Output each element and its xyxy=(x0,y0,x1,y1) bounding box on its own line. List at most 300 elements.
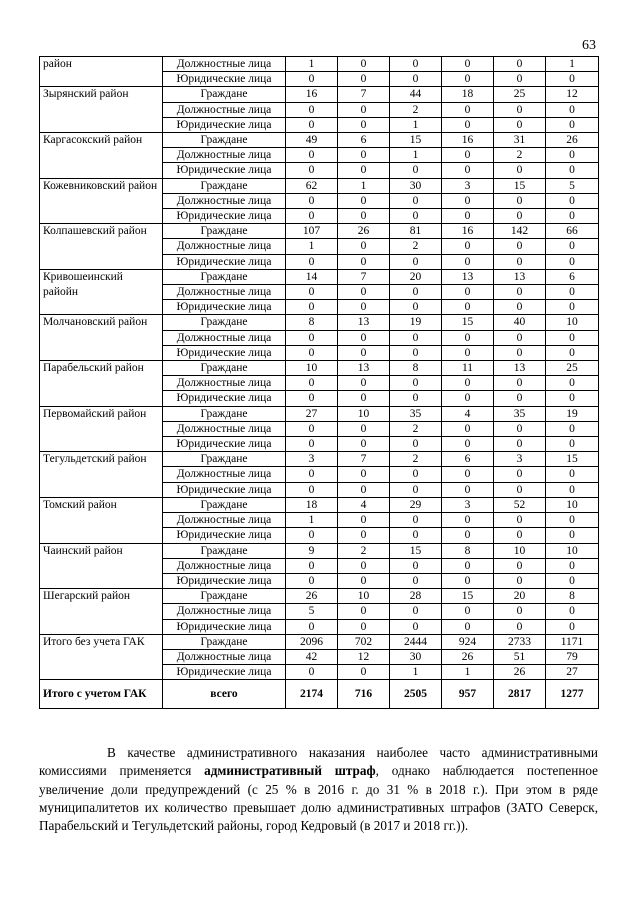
category-cell: Должностные лица xyxy=(163,649,286,664)
value-cell: 0 xyxy=(442,163,494,178)
table-row xyxy=(40,361,599,376)
value-cell: 0 xyxy=(390,558,442,573)
value-cell: 0 xyxy=(286,528,338,543)
category-cell: Граждане xyxy=(163,224,286,239)
value-cell: 0 xyxy=(546,513,599,528)
value-cell: 0 xyxy=(494,102,546,117)
value-cell: 0 xyxy=(338,330,390,345)
value-cell: 0 xyxy=(338,254,390,269)
category-cell: Граждане xyxy=(163,589,286,604)
value-cell: 0 xyxy=(494,573,546,588)
category-cell: Юридические лица xyxy=(163,300,286,315)
category-cell: Граждане xyxy=(163,452,286,467)
value-cell: 0 xyxy=(390,209,442,224)
value-cell: 18 xyxy=(286,497,338,512)
value-cell: 0 xyxy=(546,102,599,117)
value-cell: 0 xyxy=(442,102,494,117)
table-row xyxy=(40,315,599,330)
value-cell: 0 xyxy=(390,72,442,87)
value-cell: 0 xyxy=(442,467,494,482)
value-cell: 0 xyxy=(338,57,390,72)
category-cell: Должностные лица xyxy=(163,193,286,208)
value-cell: 0 xyxy=(286,209,338,224)
value-cell: 13 xyxy=(442,269,494,284)
value-cell: 10 xyxy=(286,361,338,376)
value-cell: 62 xyxy=(286,178,338,193)
value-cell: 66 xyxy=(546,224,599,239)
value-cell: 0 xyxy=(286,376,338,391)
value-cell: 3 xyxy=(494,452,546,467)
category-cell: Юридические лица xyxy=(163,163,286,178)
value-cell: 0 xyxy=(494,117,546,132)
value-cell: 0 xyxy=(494,193,546,208)
region-cell: Зырянский район xyxy=(40,87,163,133)
value-cell: 0 xyxy=(338,193,390,208)
value-cell: 0 xyxy=(390,619,442,634)
value-cell: 19 xyxy=(390,315,442,330)
value-cell: 20 xyxy=(390,269,442,284)
value-cell: 79 xyxy=(546,649,599,664)
value-cell: 702 xyxy=(338,634,390,649)
total-label: Итого с учетом ГАК xyxy=(40,680,163,709)
value-cell: 0 xyxy=(494,482,546,497)
value-cell: 2 xyxy=(338,543,390,558)
value-cell: 40 xyxy=(494,315,546,330)
value-cell: 26 xyxy=(494,665,546,680)
table-row xyxy=(40,634,599,649)
value-cell: 16 xyxy=(286,87,338,102)
value-cell: 0 xyxy=(546,421,599,436)
value-cell: 5 xyxy=(286,604,338,619)
value-cell: 8 xyxy=(286,315,338,330)
value-cell: 0 xyxy=(390,300,442,315)
value-cell: 0 xyxy=(338,117,390,132)
value-cell: 0 xyxy=(338,437,390,452)
value-cell: 0 xyxy=(338,421,390,436)
category-cell: Граждане xyxy=(163,178,286,193)
value-cell: 30 xyxy=(390,649,442,664)
value-cell: 0 xyxy=(338,391,390,406)
value-cell: 0 xyxy=(338,513,390,528)
table-row xyxy=(40,133,599,148)
value-cell: 13 xyxy=(494,361,546,376)
value-cell: 0 xyxy=(494,345,546,360)
value-cell: 0 xyxy=(546,619,599,634)
value-cell: 0 xyxy=(442,345,494,360)
value-cell: 25 xyxy=(546,361,599,376)
value-cell: 0 xyxy=(546,376,599,391)
value-cell: 52 xyxy=(494,497,546,512)
value-cell: 0 xyxy=(338,604,390,619)
region-cell: Тегульдетский район xyxy=(40,452,163,498)
value-cell: 0 xyxy=(286,421,338,436)
value-cell: 0 xyxy=(286,285,338,300)
value-cell: 0 xyxy=(390,513,442,528)
category-cell: Юридические лица xyxy=(163,528,286,543)
total-category: всего xyxy=(163,680,286,709)
value-cell: 0 xyxy=(338,665,390,680)
table-row xyxy=(40,406,599,421)
value-cell: 2 xyxy=(390,452,442,467)
total-value-cell: 716 xyxy=(338,680,390,709)
value-cell: 0 xyxy=(390,467,442,482)
value-cell: 0 xyxy=(390,573,442,588)
value-cell: 0 xyxy=(286,665,338,680)
value-cell: 0 xyxy=(546,467,599,482)
value-cell: 0 xyxy=(286,193,338,208)
value-cell: 13 xyxy=(338,361,390,376)
category-cell: Должностные лица xyxy=(163,604,286,619)
value-cell: 6 xyxy=(546,269,599,284)
category-cell: Юридические лица xyxy=(163,573,286,588)
category-cell: Должностные лица xyxy=(163,330,286,345)
value-cell: 0 xyxy=(286,72,338,87)
paragraph-part-1: В качестве административного наказания наиболее часто административными комиссиями применяется xyxy=(39,745,598,779)
value-cell: 0 xyxy=(286,391,338,406)
value-cell: 0 xyxy=(286,573,338,588)
value-cell: 10 xyxy=(546,315,599,330)
value-cell: 51 xyxy=(494,649,546,664)
value-cell: 30 xyxy=(390,178,442,193)
value-cell: 0 xyxy=(390,604,442,619)
value-cell: 14 xyxy=(286,269,338,284)
category-cell: Должностные лица xyxy=(163,513,286,528)
value-cell: 0 xyxy=(390,482,442,497)
value-cell: 0 xyxy=(546,528,599,543)
value-cell: 1 xyxy=(390,117,442,132)
value-cell: 49 xyxy=(286,133,338,148)
value-cell: 0 xyxy=(546,391,599,406)
table-row xyxy=(40,87,599,102)
category-cell: Должностные лица xyxy=(163,57,286,72)
region-cell: Итого без учета ГАК xyxy=(40,634,163,680)
value-cell: 0 xyxy=(286,558,338,573)
value-cell: 35 xyxy=(390,406,442,421)
value-cell: 0 xyxy=(338,482,390,497)
value-cell: 0 xyxy=(338,558,390,573)
value-cell: 0 xyxy=(494,57,546,72)
value-cell: 0 xyxy=(546,437,599,452)
value-cell: 16 xyxy=(442,224,494,239)
region-cell: Чаинский район xyxy=(40,543,163,589)
value-cell: 0 xyxy=(390,254,442,269)
value-cell: 0 xyxy=(286,330,338,345)
value-cell: 8 xyxy=(442,543,494,558)
value-cell: 0 xyxy=(390,193,442,208)
category-cell: Должностные лица xyxy=(163,102,286,117)
value-cell: 0 xyxy=(546,148,599,163)
value-cell: 0 xyxy=(442,482,494,497)
value-cell: 7 xyxy=(338,452,390,467)
value-cell: 20 xyxy=(494,589,546,604)
category-cell: Граждане xyxy=(163,543,286,558)
value-cell: 0 xyxy=(494,254,546,269)
value-cell: 18 xyxy=(442,87,494,102)
total-value-cell: 957 xyxy=(442,680,494,709)
value-cell: 0 xyxy=(546,604,599,619)
value-cell: 0 xyxy=(442,193,494,208)
value-cell: 0 xyxy=(494,513,546,528)
total-value-cell: 2817 xyxy=(494,680,546,709)
body-paragraph xyxy=(39,744,598,835)
value-cell: 10 xyxy=(338,406,390,421)
table-row xyxy=(40,589,599,604)
category-cell: Юридические лица xyxy=(163,482,286,497)
value-cell: 0 xyxy=(494,558,546,573)
value-cell: 0 xyxy=(338,285,390,300)
value-cell: 0 xyxy=(286,163,338,178)
value-cell: 0 xyxy=(390,285,442,300)
value-cell: 0 xyxy=(442,57,494,72)
value-cell: 0 xyxy=(546,573,599,588)
category-cell: Граждане xyxy=(163,497,286,512)
value-cell: 16 xyxy=(442,133,494,148)
category-cell: Должностные лица xyxy=(163,376,286,391)
value-cell: 6 xyxy=(442,452,494,467)
region-cell: Кривошеинский райойн xyxy=(40,269,163,315)
value-cell: 2096 xyxy=(286,634,338,649)
value-cell: 0 xyxy=(286,117,338,132)
table-row xyxy=(40,452,599,467)
value-cell: 0 xyxy=(338,619,390,634)
value-cell: 0 xyxy=(494,528,546,543)
value-cell: 0 xyxy=(390,437,442,452)
value-cell: 0 xyxy=(442,573,494,588)
value-cell: 0 xyxy=(546,163,599,178)
value-cell: 10 xyxy=(546,543,599,558)
value-cell: 0 xyxy=(546,345,599,360)
value-cell: 107 xyxy=(286,224,338,239)
value-cell: 28 xyxy=(390,589,442,604)
value-cell: 3 xyxy=(286,452,338,467)
value-cell: 0 xyxy=(286,300,338,315)
region-cell: Каргасокский район xyxy=(40,133,163,179)
value-cell: 7 xyxy=(338,269,390,284)
category-cell: Должностные лица xyxy=(163,239,286,254)
category-cell: Граждане xyxy=(163,634,286,649)
value-cell: 10 xyxy=(546,497,599,512)
value-cell: 0 xyxy=(546,193,599,208)
category-cell: Юридические лица xyxy=(163,345,286,360)
value-cell: 0 xyxy=(338,102,390,117)
region-cell: Молчановский район xyxy=(40,315,163,361)
value-cell: 0 xyxy=(390,57,442,72)
value-cell: 0 xyxy=(442,330,494,345)
value-cell: 26 xyxy=(442,649,494,664)
value-cell: 0 xyxy=(338,72,390,87)
value-cell: 0 xyxy=(442,148,494,163)
value-cell: 4 xyxy=(338,497,390,512)
value-cell: 25 xyxy=(494,87,546,102)
value-cell: 0 xyxy=(286,482,338,497)
value-cell: 0 xyxy=(494,619,546,634)
value-cell: 15 xyxy=(390,543,442,558)
value-cell: 44 xyxy=(390,87,442,102)
value-cell: 0 xyxy=(494,72,546,87)
value-cell: 0 xyxy=(442,513,494,528)
value-cell: 11 xyxy=(442,361,494,376)
value-cell: 0 xyxy=(494,437,546,452)
page-number: 63 xyxy=(582,38,596,53)
value-cell: 0 xyxy=(546,285,599,300)
value-cell: 0 xyxy=(442,437,494,452)
value-cell: 0 xyxy=(338,345,390,360)
category-cell: Юридические лица xyxy=(163,117,286,132)
value-cell: 8 xyxy=(546,589,599,604)
value-cell: 0 xyxy=(546,330,599,345)
value-cell: 0 xyxy=(286,467,338,482)
value-cell: 29 xyxy=(390,497,442,512)
value-cell: 0 xyxy=(546,117,599,132)
value-cell: 1 xyxy=(286,57,338,72)
value-cell: 8 xyxy=(390,361,442,376)
value-cell: 35 xyxy=(494,406,546,421)
category-cell: Граждане xyxy=(163,87,286,102)
value-cell: 0 xyxy=(494,330,546,345)
value-cell: 0 xyxy=(546,254,599,269)
value-cell: 0 xyxy=(494,300,546,315)
region-cell: Шегарский район xyxy=(40,589,163,635)
value-cell: 15 xyxy=(546,452,599,467)
paragraph-part-2: , однако наблюдается постепенное увеличение доли предупреждений (с 25 % в 2016 г. до 31 % в 2018 г.). При этом в ряде муниципалитетов их количество превышает долю административных штрафов (ЗАТО Северск, Парабельский и Тегульдетский районы, город Кедровый (в 2017 и 2018 гг.)). xyxy=(39,763,598,834)
value-cell: 2444 xyxy=(390,634,442,649)
value-cell: 0 xyxy=(546,558,599,573)
category-cell: Граждане xyxy=(163,269,286,284)
category-cell: Должностные лица xyxy=(163,467,286,482)
value-cell: 4 xyxy=(442,406,494,421)
value-cell: 0 xyxy=(546,300,599,315)
value-cell: 0 xyxy=(286,619,338,634)
value-cell: 0 xyxy=(338,239,390,254)
value-cell: 0 xyxy=(546,72,599,87)
value-cell: 27 xyxy=(546,665,599,680)
value-cell: 0 xyxy=(390,376,442,391)
paragraph-emphasis: административный штраф xyxy=(204,763,376,779)
value-cell: 0 xyxy=(286,345,338,360)
value-cell: 5 xyxy=(546,178,599,193)
value-cell: 0 xyxy=(494,467,546,482)
value-cell: 0 xyxy=(442,558,494,573)
category-cell: Должностные лица xyxy=(163,558,286,573)
value-cell: 0 xyxy=(442,209,494,224)
category-cell: Юридические лица xyxy=(163,391,286,406)
value-cell: 9 xyxy=(286,543,338,558)
category-cell: Юридические лица xyxy=(163,437,286,452)
value-cell: 3 xyxy=(442,497,494,512)
region-cell: район xyxy=(40,57,163,87)
value-cell: 0 xyxy=(442,239,494,254)
value-cell: 0 xyxy=(494,239,546,254)
value-cell: 0 xyxy=(390,163,442,178)
value-cell: 1 xyxy=(338,178,390,193)
category-cell: Граждане xyxy=(163,315,286,330)
total-value-cell: 1277 xyxy=(546,680,599,709)
table-row xyxy=(40,269,599,284)
table-row xyxy=(40,543,599,558)
category-cell: Юридические лица xyxy=(163,665,286,680)
value-cell: 0 xyxy=(442,391,494,406)
value-cell: 0 xyxy=(494,163,546,178)
value-cell: 0 xyxy=(286,254,338,269)
category-cell: Юридические лица xyxy=(163,209,286,224)
region-cell: Колпашевский район xyxy=(40,224,163,270)
value-cell: 0 xyxy=(442,72,494,87)
total-value-cell: 2174 xyxy=(286,680,338,709)
category-cell: Должностные лица xyxy=(163,148,286,163)
value-cell: 2733 xyxy=(494,634,546,649)
region-cell: Парабельский район xyxy=(40,361,163,407)
value-cell: 0 xyxy=(546,239,599,254)
value-cell: 3 xyxy=(442,178,494,193)
value-cell: 0 xyxy=(338,528,390,543)
statistics-table xyxy=(39,56,599,709)
value-cell: 13 xyxy=(338,315,390,330)
value-cell: 0 xyxy=(442,604,494,619)
value-cell: 2 xyxy=(390,239,442,254)
category-cell: Юридические лица xyxy=(163,254,286,269)
table-row xyxy=(40,497,599,512)
region-cell: Кожевниковский район xyxy=(40,178,163,224)
value-cell: 1 xyxy=(286,239,338,254)
value-cell: 0 xyxy=(390,391,442,406)
value-cell: 0 xyxy=(338,467,390,482)
value-cell: 26 xyxy=(286,589,338,604)
value-cell: 0 xyxy=(442,117,494,132)
table-row xyxy=(40,178,599,193)
value-cell: 0 xyxy=(442,254,494,269)
value-cell: 0 xyxy=(338,376,390,391)
value-cell: 42 xyxy=(286,649,338,664)
value-cell: 0 xyxy=(286,102,338,117)
category-cell: Граждане xyxy=(163,133,286,148)
value-cell: 1 xyxy=(390,148,442,163)
value-cell: 12 xyxy=(546,87,599,102)
value-cell: 10 xyxy=(338,589,390,604)
value-cell: 0 xyxy=(390,345,442,360)
value-cell: 15 xyxy=(390,133,442,148)
value-cell: 0 xyxy=(442,285,494,300)
value-cell: 26 xyxy=(546,133,599,148)
value-cell: 0 xyxy=(286,148,338,163)
value-cell: 2 xyxy=(390,421,442,436)
value-cell: 15 xyxy=(494,178,546,193)
value-cell: 2 xyxy=(390,102,442,117)
value-cell: 1 xyxy=(546,57,599,72)
category-cell: Юридические лица xyxy=(163,72,286,87)
value-cell: 27 xyxy=(286,406,338,421)
total-value-cell: 2505 xyxy=(390,680,442,709)
value-cell: 0 xyxy=(494,209,546,224)
value-cell: 0 xyxy=(338,163,390,178)
value-cell: 31 xyxy=(494,133,546,148)
value-cell: 81 xyxy=(390,224,442,239)
region-cell: Томский район xyxy=(40,497,163,543)
value-cell: 1 xyxy=(442,665,494,680)
value-cell: 2 xyxy=(494,148,546,163)
value-cell: 0 xyxy=(442,376,494,391)
value-cell: 10 xyxy=(494,543,546,558)
category-cell: Должностные лица xyxy=(163,421,286,436)
category-cell: Граждане xyxy=(163,361,286,376)
value-cell: 1 xyxy=(390,665,442,680)
value-cell: 0 xyxy=(494,376,546,391)
value-cell: 1171 xyxy=(546,634,599,649)
value-cell: 0 xyxy=(546,482,599,497)
value-cell: 0 xyxy=(494,604,546,619)
value-cell: 0 xyxy=(494,285,546,300)
value-cell: 13 xyxy=(494,269,546,284)
category-cell: Граждане xyxy=(163,406,286,421)
